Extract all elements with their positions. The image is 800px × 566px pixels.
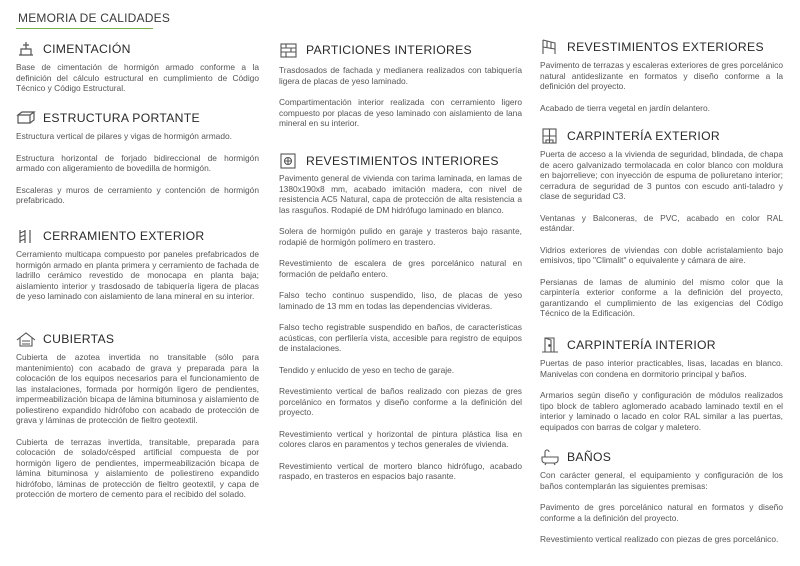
- window-icon: [540, 127, 560, 145]
- interior-finish-icon: [279, 152, 299, 170]
- section-text: Cubierta de terrazas invertida, transitable, preparada para colocación de solado/césped artificial compuesta de por hormigón ligero de pendientes, impermeabilización bicapa de lámina bituminosa y aislamiento de poliestireno expandido hidrófobo, láminas de protección de fieltro geotextil, y capa de protección de mortero de cemento para el recibido del solado.: [16, 436, 259, 499]
- section-text: Pavimento general de vivienda con tarima laminada, en lamas de 1380x190x8 mm, acabado imitación madera, con nivel de resistencia AC5 Natural, capa de protección de alta resistencia a las rasguños. Rodapié de DM hidrófugo laminado en blanco.: [279, 173, 522, 215]
- section-text: Cubierta de azotea invertida no transitable (sólo para mantenimiento) con acabado de grava y preparada para la colocación de los equipos necesarios para el funcionamiento de las instalaciones, formada por hormigón ligero de pendientes, impermeabilización bicapa de lámina bituminosa y aislamiento de poliestireno expandido hidrófobo con acabado de protección de grava y láminas de protección de fieltro geotextil.: [16, 352, 260, 425]
- section-text: Revestimiento vertical de mortero blanco hidrófugo, acabado raspado, en trasteros en espacios bajo rasante.: [279, 460, 522, 481]
- section-text: Vidrios exteriores de viviendas con doble acristalamiento bajo emisivos, tipo "Climalit" o equivalente y cámara de aire.: [540, 244, 783, 265]
- section-text: Revestimiento de escalera de gres porcelánico natural en formación de peldaño entero.: [279, 258, 522, 279]
- exterior-finish-icon: [540, 38, 560, 56]
- section-text: Cerramiento multicapa compuesto por paneles prefabricados de hormigón armado en planta primera y cerramiento de fachada de ladrillo cerámico revestido de monocapa en planta baja; aislamiento interior y trasdosado de tabiquería ligera de placas de yeso laminado con aislamiento de lana mineral en su interior.: [16, 249, 259, 301]
- section-text: Puerta de acceso a la vivienda de seguridad, blindada, de chapa de acero galvanizado termolacada en color blanco con moldura en bajorrelieve; con inyección de espuma de poliuretano interior; cerradura de seguridad de 3 puntos con escudo anti-taladro y clase de seguridad C3.: [540, 149, 783, 201]
- section-text: Tendido y enlucido de yeso en techo de garaje.: [279, 364, 455, 375]
- title-underline: [16, 28, 153, 29]
- section-title: CERRAMIENTO EXTERIOR: [43, 229, 205, 243]
- section-text: Falso techo registrable suspendido en baños, de características acústicas, con perfilería vista, accesible para registro de equipos de instalaciones.: [279, 322, 522, 353]
- section-revestimientos-exteriores: [540, 38, 783, 113]
- section-particiones-interiores: [279, 41, 522, 129]
- section-title: CUBIERTAS: [43, 332, 115, 346]
- roof-icon: [16, 330, 36, 348]
- section-text: Revestimiento vertical de baños realizado con piezas de gres porcelánico en formatos y diseño conforme a la definición del proyecto.: [279, 386, 522, 417]
- section-title: CIMENTACIÓN: [43, 42, 131, 56]
- section-text: Compartimentación interior realizada con cerramiento ligero compuesto por placas de yeso laminado con aislamiento de lana mineral en su interior.: [279, 97, 522, 128]
- section-text: Pavimento de terrazas y escaleras exteriores de gres porcelánico natural antideslizante en formatos y diseño conforme a la definición del proyecto.: [540, 60, 783, 91]
- section-title: REVESTIMIENTOS INTERIORES: [306, 154, 499, 168]
- section-carpinteria-exterior: [540, 127, 783, 319]
- section-banos: [540, 448, 783, 545]
- section-text: Falso techo continuo suspendido, liso, de placas de yeso laminado de 13 mm en todas las dependencias vivideras.: [279, 290, 522, 311]
- section-cerramiento-exterior: [16, 227, 259, 302]
- structure-beam-icon: [16, 109, 36, 127]
- section-text: Acabado de tierra vegetal en jardín delantero.: [540, 102, 710, 113]
- section-text: Con carácter general, el equipamiento y configuración de los baños contemplarán las siguientes premisas:: [540, 470, 783, 491]
- section-text: Revestimiento vertical y horizontal de pintura plástica lisa en colores claros en paramentos y techos generales de vivienda.: [279, 428, 522, 449]
- section-title: CARPINTERÍA INTERIOR: [567, 338, 716, 352]
- section-title: ESTRUCTURA PORTANTE: [43, 111, 200, 125]
- section-text: Solera de hormigón pulido en garaje y trasteros bajo rasante, rodapié de hormigón polímero en trastero.: [279, 226, 522, 247]
- section-title: BAÑOS: [567, 450, 612, 464]
- section-text: Puertas de paso interior practicables, lisas, lacadas en blanco. Manivelas con condena en dormitorio principal y baños.: [540, 358, 783, 379]
- section-title: CARPINTERÍA EXTERIOR: [567, 129, 720, 143]
- section-text: Ventanas y Balconeras, de PVC, acabado en color RAL estándar.: [540, 212, 783, 233]
- section-text: Armarios según diseño y configuración de módulos realizados tipo block de tablero aglomerado acabado laminado textil en el interior y laminado o lacado en color RAL similar a las puertas, equipados con barras de colgar y maletero.: [540, 390, 783, 432]
- section-text: Estructura vertical de pilares y vigas de hormigón armado.: [16, 131, 232, 141]
- section-estructura-portante: [16, 109, 259, 206]
- section-text: Trasdosados de fachada y medianera realizados con tabiquería ligera de placas de yeso laminado.: [279, 65, 522, 86]
- bathtub-icon: [540, 448, 560, 466]
- section-cimentacion: [16, 40, 259, 94]
- section-text: Escaleras y muros de cerramiento y contención de hormigón prefabricado.: [16, 184, 259, 205]
- exterior-wall-icon: [16, 227, 36, 245]
- section-text: Estructura horizontal de forjado bidireccional de hormigón armado con aligeramiento de bovedilla de hormigón.: [16, 152, 259, 173]
- section-cubiertas: [16, 330, 259, 500]
- section-revestimientos-interiores: [279, 152, 522, 482]
- document-title: MEMORIA DE CALIDADES: [18, 11, 171, 25]
- section-title: PARTICIONES INTERIORES: [306, 43, 472, 57]
- section-carpinteria-interior: [540, 336, 783, 432]
- section-text: Persianas de lamas de aluminio del mismo color que la carpintería exterior conforme a la definición del proyecto, garantizando el cumplimiento de las exigencias del Código Técnico de la Edificación.: [540, 276, 783, 318]
- foundation-icon: [16, 40, 36, 58]
- partition-wall-icon: [279, 41, 299, 59]
- section-text: Revestimiento vertical realizado con piezas de gres porcelánico.: [540, 534, 779, 544]
- door-icon: [540, 336, 560, 354]
- section-title: REVESTIMIENTOS EXTERIORES: [567, 40, 764, 54]
- section-text: Pavimento de gres porcelánico natural en formatos y diseño conforme a la definición del proyecto.: [540, 502, 783, 523]
- section-text: Base de cimentación de hormigón armado conforme a la definición del cálculo estructural en cumplimiento de Código Técnico y Código Estructural.: [16, 62, 259, 93]
